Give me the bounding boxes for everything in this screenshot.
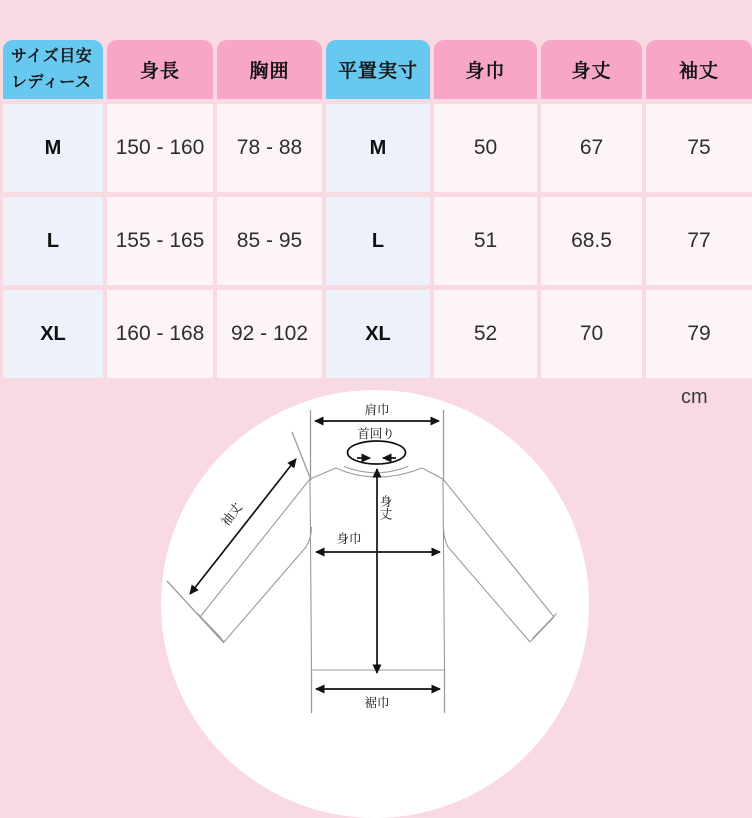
row-l-body-width: 51	[434, 197, 537, 285]
body-width-label: 身巾	[336, 532, 362, 546]
hem-width-label: 裾巾	[364, 696, 390, 710]
row-m-body-width: 50	[434, 104, 537, 192]
row-xl-body-length: 70	[541, 290, 642, 378]
row-l-flat-size: L	[326, 197, 430, 285]
sleeve-length-label: 袖丈	[218, 500, 246, 529]
header-size-guide-line1: サイズ目安	[11, 47, 93, 65]
row-xl-chest: 92 - 102	[217, 290, 322, 378]
shirt-measurement-diagram	[140, 380, 620, 752]
row-l-chest: 85 - 95	[217, 197, 322, 285]
neck-ellipse	[348, 441, 406, 464]
row-xl-body-width: 52	[434, 290, 537, 378]
row-m-size: M	[3, 104, 103, 192]
row-xl-sleeve-length: 79	[646, 290, 752, 378]
header-size-guide-line2: レディース	[11, 73, 92, 91]
header-body-width: 身巾	[434, 40, 537, 99]
unit-label: cm	[681, 386, 708, 408]
shoulder-width-label: 肩巾	[364, 403, 390, 417]
row-l-body-length: 68.5	[541, 197, 642, 285]
row-l-size: L	[3, 197, 103, 285]
header-body-length: 身丈	[541, 40, 642, 99]
measurement-arrows	[190, 421, 440, 689]
header-size-guide	[3, 40, 103, 99]
body-length-label: 身丈	[378, 495, 392, 520]
row-m-sleeve-length: 75	[646, 104, 752, 192]
row-xl-flat-size: XL	[326, 290, 430, 378]
size-chart-table	[3, 40, 752, 378]
header-height: 身長	[107, 40, 213, 99]
row-l-sleeve-length: 77	[646, 197, 752, 285]
row-m-flat-size: M	[326, 104, 430, 192]
row-m-chest: 78 - 88	[217, 104, 322, 192]
row-xl-size: XL	[3, 290, 103, 378]
row-l-height: 155 - 165	[107, 197, 213, 285]
header-sleeve-length: 袖丈	[646, 40, 752, 99]
row-xl-height: 160 - 168	[107, 290, 213, 378]
row-m-body-length: 67	[541, 104, 642, 192]
guide-lines	[167, 410, 445, 713]
header-chest: 胸囲	[217, 40, 322, 99]
row-m-height: 150 - 160	[107, 104, 213, 192]
sleeve-length-arrow	[190, 459, 296, 594]
header-flat-actual: 平置実寸	[326, 40, 430, 99]
neck-circumference-label: 首回り	[357, 427, 395, 441]
